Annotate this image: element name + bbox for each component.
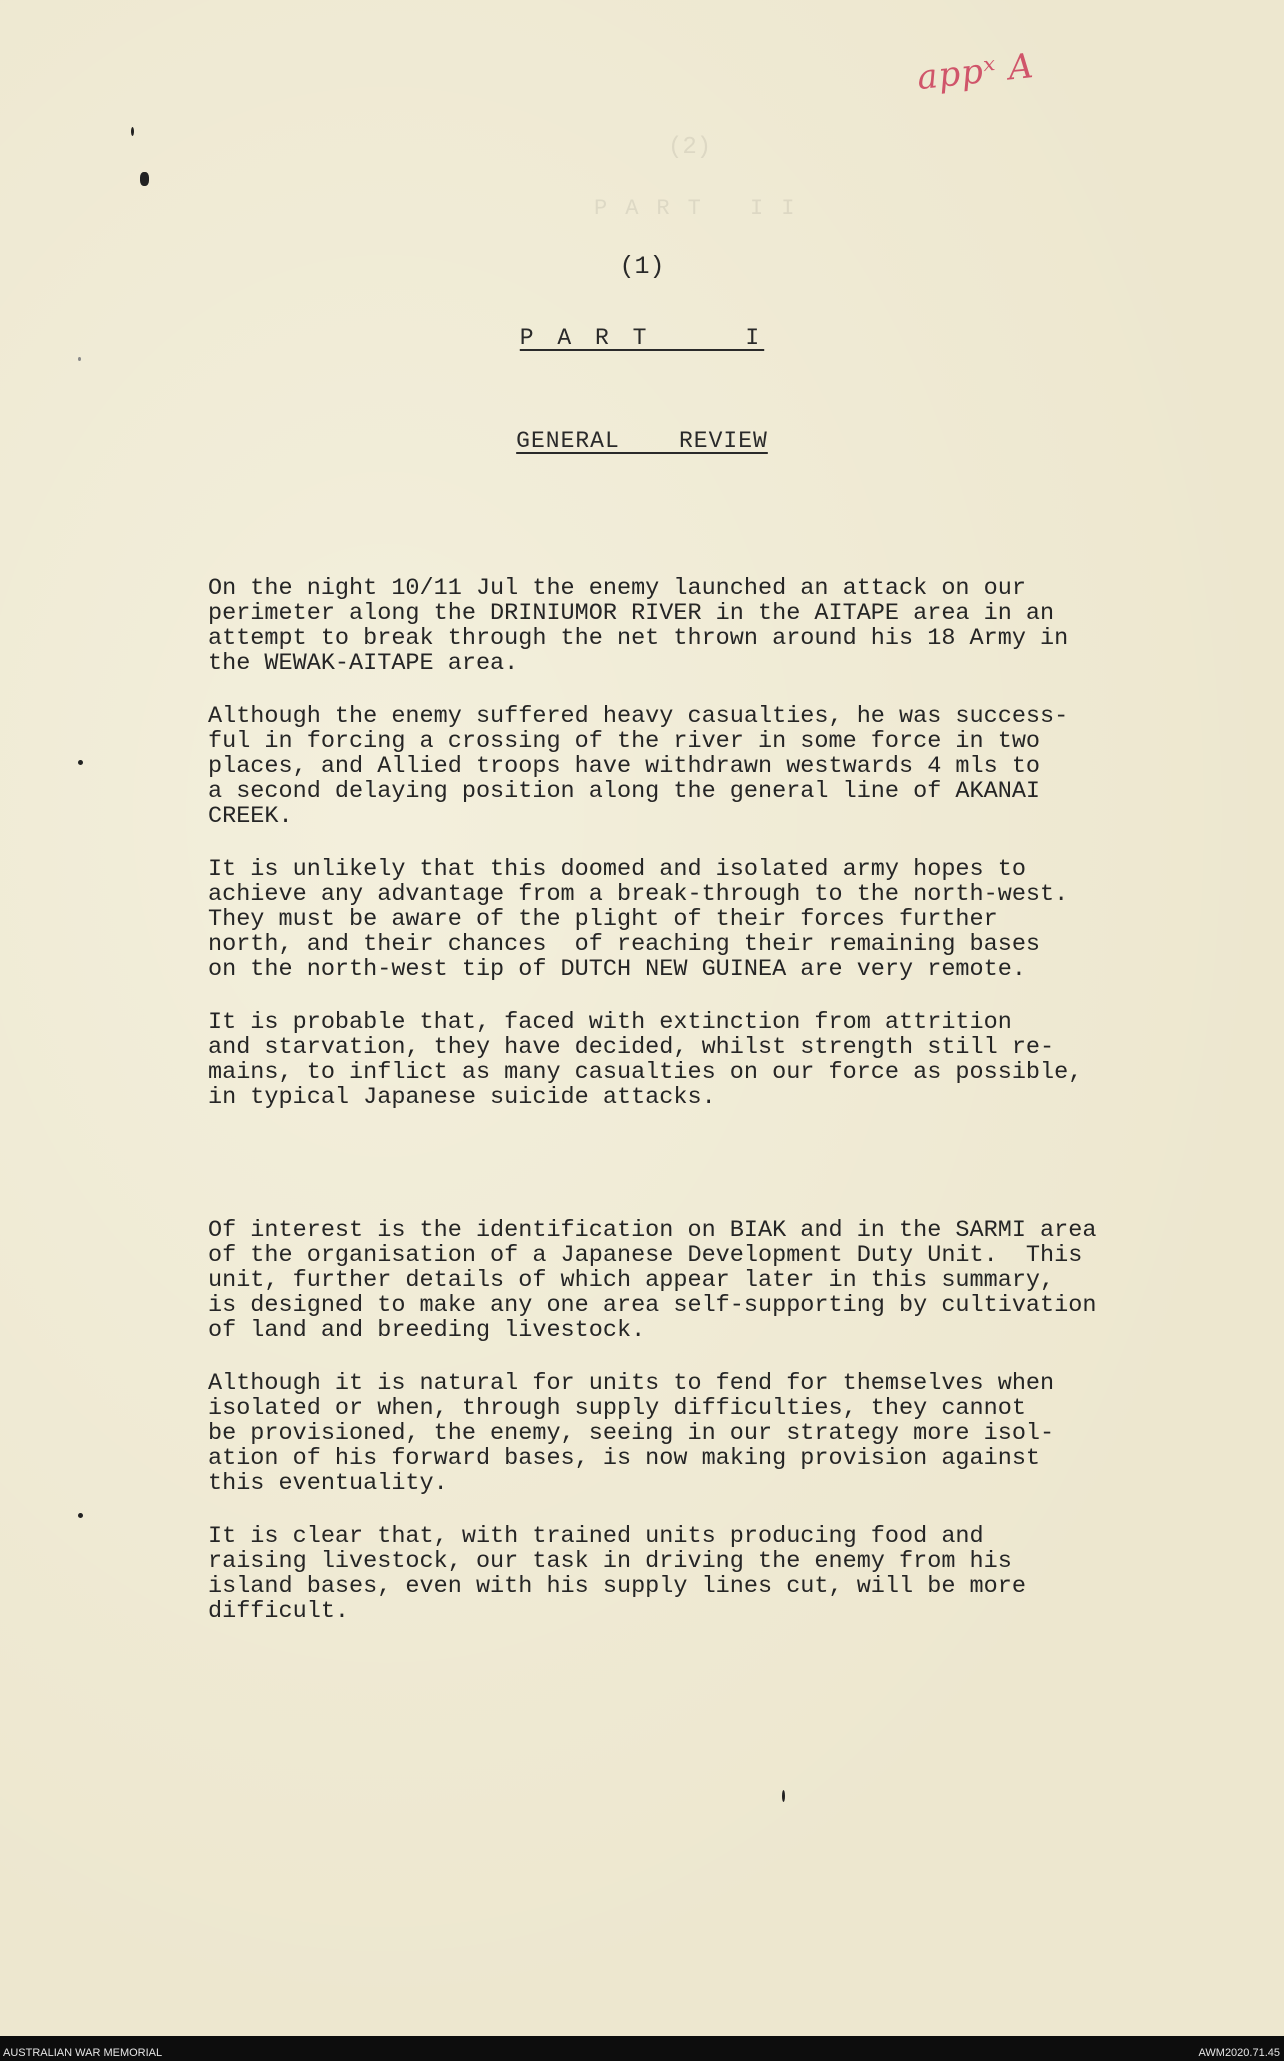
paragraph: It is clear that, with trained units producing food and raising livestock, our task in driving the enemy from his island bases, even with his supply lines cut, will be more difficult. [208,1523,1026,1625]
punch-hole-mark [78,760,83,765]
part-heading [0,325,1284,351]
footer-reference: AWM2020.71.45 [1198,2047,1280,2059]
bleed-through-page-number: (2) [668,134,712,161]
body-text [208,576,1168,1652]
paragraph: Of interest is the identification on BIAK and in the SARMI area of the organisation of a Japanese Development Duty Unit. This unit, further details of which appear later in this summary, is designed to make any one area self-supporting by cultivation of land and breeding livestock. [208,1217,1097,1344]
page-number: (1) [619,252,665,281]
section-heading-text: GENERAL REVIEW [516,428,768,454]
paragraph: Although the enemy suffered heavy casualties, he was success- ful in forcing a crossing of the river in some force in two places, and Allied troops have withdrawn westwards 4 mls to a second delaying position along the general line of AKANAI CREEK. [208,703,1069,830]
part-heading-text: P A R T I [519,325,765,351]
ink-mark [131,127,134,136]
paragraph: On the night 10/11 Jul the enemy launched an attack on our perimeter along the DRINIUMOR RIVER in the AITAPE area in an attempt to break through the net thrown around his 18 Army in the WEWAK-AITAPE area. [208,575,1069,677]
paragraph: Although it is natural for units to fend for themselves when isolated or when, through supply difficulties, they cannot be provisioned, the enemy, seeing in our strategy more isol- ation of his forward bases, is now making provision against this eventuality. [208,1370,1055,1497]
ink-mark [782,1790,785,1802]
paragraph: It is unlikely that this doomed and isolated army hopes to achieve any advantage from a break-through to the north-west. They must be aware of the plight of their forces further north, and their chances of reaching their remaining bases on the north-west tip of DUTCH NEW GUINEA are very remote. [208,856,1069,983]
footer-bar [0,2036,1284,2061]
staple-mark [140,172,149,186]
punch-hole-mark [78,1513,83,1518]
paragraph: It is probable that, faced with extinction from attrition and starvation, they have decided, whilst strength still re- mains, to inflict as many casualties on our force as possible, in typical Japanese suicide attacks. [208,1009,1083,1111]
footer-source: AUSTRALIAN WAR MEMORIAL [3,2047,163,2059]
handwritten-annotation: appˣ A [914,45,1036,99]
bleed-through-heading: PART II [594,196,813,221]
section-gap [208,1138,1168,1218]
ink-mark [78,357,81,361]
section-heading [0,428,1284,454]
